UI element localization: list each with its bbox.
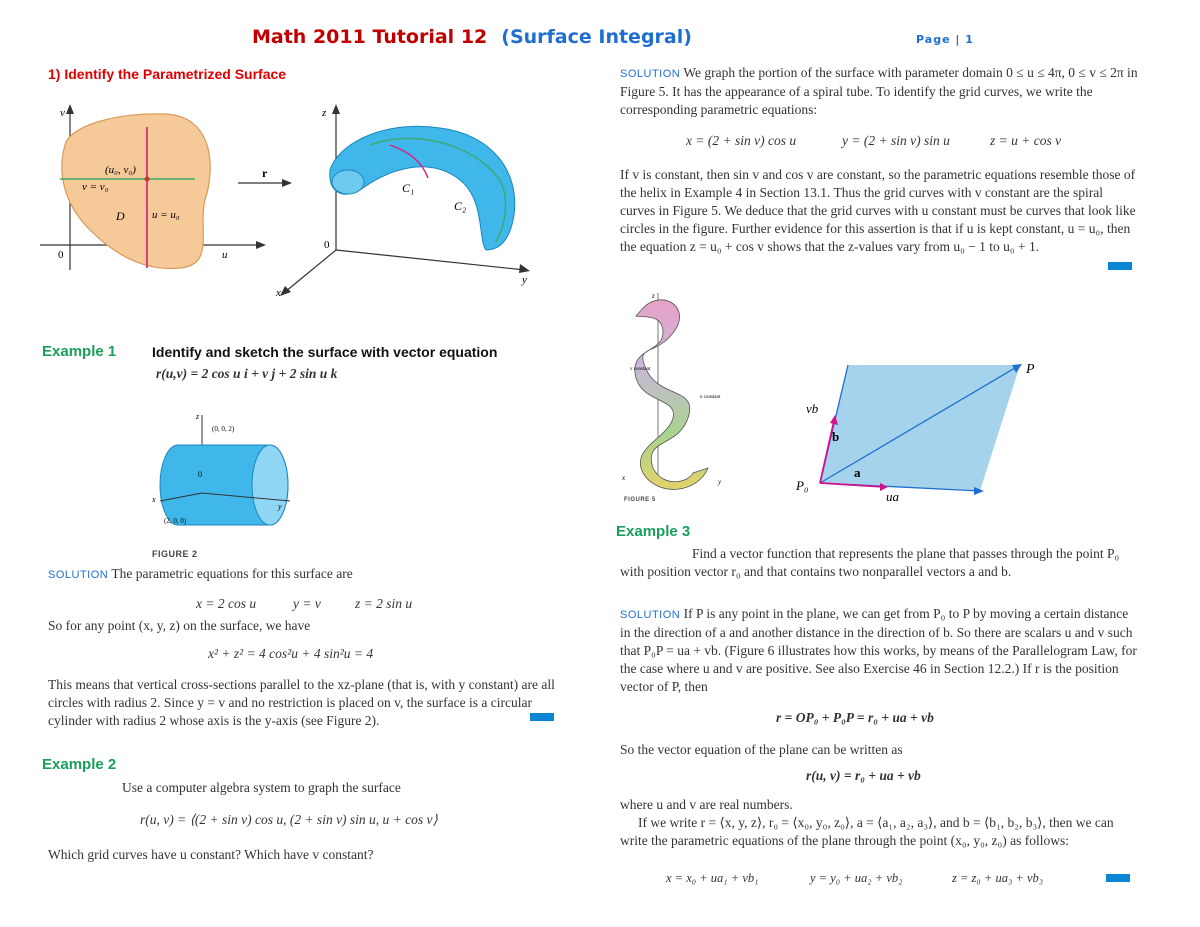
- spiral-tube-figure: [618, 288, 738, 508]
- solution-label: SOLUTION: [48, 569, 109, 581]
- cyl-z-label: z: [196, 412, 200, 421]
- c1-label: C₁: [402, 181, 415, 195]
- solution3-para1: If P is any point in the plane, we can get from P₀ to P by moving a certain distance in the direction of a and another distance in the direction of b. So there are scalars u and v such that P₀P = ua + vb. (Figure 6 illustrates how this works, by means of the Parallelogram Law, for the case where u and v are positive. See also Exercise 46 in Section 12.2.) If r is the position vector of P, then: [620, 606, 1137, 694]
- label-b: b: [832, 429, 840, 444]
- u-constant-label: u constant: [700, 395, 721, 400]
- u-axis-arrow: [256, 241, 266, 249]
- example2-prompt: Use a computer algebra system to graph the surface: [122, 780, 401, 795]
- sol2-eq-z: z = u + cos v: [990, 133, 1062, 148]
- end-mark: [1108, 262, 1132, 270]
- point-label: (u₀, v₀): [105, 164, 136, 176]
- parallelogram-figure: [790, 355, 1050, 505]
- parametrization-figure: [30, 100, 570, 310]
- solution-text: The parametric equations for this surface are: [111, 566, 353, 581]
- z-axis-label: z: [322, 107, 327, 119]
- solution2-text1: [620, 64, 1140, 119]
- x-axis-arrow: [280, 286, 291, 296]
- label-vb: vb: [806, 401, 819, 416]
- example1-equation: r(u,v) = 2 cos u i + v j + 2 sin u k: [156, 366, 338, 381]
- example3-text4: If we write r = ⟨x, y, z⟩, r₀ = ⟨x₀, y₀, z₀⟩, a = ⟨a₁, a₂, a₃⟩, and b = ⟨b₁, b₂, b₃⟩, then we can write the parametric equations of the plane through the point (x₀, y₀, z₀) as follows:: [620, 815, 1114, 848]
- title-subtitle: (Surface Integral): [501, 26, 692, 48]
- param-eq-z: z = z₀ + ua₃ + vb₃: [952, 871, 1044, 885]
- mapping-arrow-head: [282, 179, 292, 187]
- label-P0: P₀: [796, 478, 809, 493]
- solution2-para1: We graph the portion of the surface with parameter domain 0 ≤ u ≤ 4π, 0 ≤ v ≤ 2π in Figure 5. It has the appearance of a spiral tube. To identify the grid curves, we write the corresponding parametric equations:: [620, 65, 1138, 117]
- u-axis-label: u: [222, 249, 228, 261]
- c2-label: C₂: [454, 199, 467, 213]
- v-axis-arrow: [66, 104, 74, 114]
- example3-text2: So the vector equation of the plane can be written as: [620, 742, 903, 757]
- tube-opening: [332, 170, 364, 194]
- x-axis-label: x: [276, 287, 281, 299]
- sol2-eq-y: y = (2 + sin v) sin u: [842, 133, 950, 148]
- u-line-label: u = u₀: [152, 209, 180, 221]
- v-constant-label: v constant: [630, 367, 651, 372]
- origin-label: 0: [58, 249, 64, 261]
- title-main: Math 2011 Tutorial 12: [252, 26, 488, 48]
- solution3-label: SOLUTION: [620, 609, 681, 621]
- label-a: a: [854, 465, 861, 480]
- end-mark: [1106, 874, 1130, 882]
- mapping-label: r: [262, 166, 268, 180]
- cylinder-figure: [140, 405, 320, 565]
- v-line-label: v = v₀: [82, 181, 109, 193]
- example3-text3: where u and v are real numbers.: [620, 797, 793, 812]
- page-title: [252, 26, 692, 48]
- y-axis-label: y: [522, 274, 527, 286]
- cyl-top-point: (0, 0, 2): [212, 425, 235, 433]
- cyl-x-label: x: [152, 495, 156, 504]
- example2-label: Example 2: [42, 756, 117, 773]
- figure2-caption: FIGURE 2: [152, 549, 198, 559]
- spiral-x-label: x: [622, 474, 626, 482]
- example2-equation: r(u, v) = ⟨(2 + sin v) cos u, (2 + sin v) sin u, u + cos v⟩: [140, 812, 438, 827]
- v-axis-label: v: [60, 107, 65, 119]
- example3-solution-text1: [620, 605, 1140, 696]
- example1-solution-intro: [48, 565, 568, 584]
- cyl-y-label: y: [278, 502, 282, 511]
- sol2-eq-x: x = (2 + sin v) cos u: [686, 133, 797, 148]
- param-y: y = v: [293, 596, 321, 611]
- plane-equation: r(u, v) = r₀ + ua + vb: [806, 768, 921, 783]
- solution2-text2: If v is constant, then sin v and cos v are constant, so the parametric equations resemble those of the helix in Example 4 in Section 13.1. Thus the grid curves with v constant are the spiral curves in Figure 5. We deduce that the grid curves with u constant must be curves that look like circles in the figure. Further evidence for this assertion is that if u is kept constant, u = u₀, then the equation z = u₀ + cos v shows that the z-values vary from u₀ − 1 to u₀ + 1.: [620, 167, 1136, 254]
- example1-text2: So for any point (x, y, z) on the surface, we have: [48, 618, 311, 633]
- cyl-bottom-point: (2, 0, 0): [164, 517, 187, 525]
- param-z: z = 2 sin u: [355, 596, 413, 611]
- example2-question: Which grid curves have u constant? Which have v constant?: [48, 847, 374, 862]
- cyl-origin-label: 0: [198, 470, 202, 479]
- plane-parallelogram: [820, 365, 1020, 491]
- param-eq-x: x = x₀ + ua₁ + vb₁: [666, 871, 759, 885]
- position-vector-equation: r = OP₀ + P₀P = r₀ + ua + vb: [776, 710, 934, 725]
- spiral-y-label: y: [718, 478, 722, 486]
- origin3d-label: 0: [324, 239, 330, 251]
- spiral-z-label: z: [652, 292, 655, 300]
- param-x: x = 2 cos u: [196, 596, 257, 611]
- cylinder-end: [252, 445, 288, 525]
- y-axis: [336, 250, 525, 270]
- page-number: Page | 1: [916, 33, 974, 46]
- solution2-label: SOLUTION: [620, 68, 681, 80]
- point-marker: [145, 177, 150, 182]
- region-label: D: [116, 209, 125, 223]
- example3-label: Example 3: [616, 523, 691, 540]
- param-eq-y: y = y₀ + ua₂ + vb₂: [810, 871, 903, 885]
- spiral-tube: [635, 300, 708, 490]
- example1-prompt: Identify and sketch the surface with vector equation: [152, 344, 498, 360]
- example1-label: Example 1: [42, 343, 117, 360]
- identity-equation: x² + z² = 4 cos²u + 4 sin²u = 4: [208, 646, 374, 661]
- example1-text3: This means that vertical cross-sections parallel to the xz-plane (that is, with y constant) are all circles with radius 2. Since y = v and no restriction is placed on v, the surface is a circular cylinder with radius 2 whose axis is the y-axis (see Figure 2).: [48, 677, 555, 728]
- z-axis-arrow: [332, 104, 340, 114]
- example3-prompt: Find a vector function that represents the plane that passes through the point P₀ with position vector r₀ and that contains two nonparallel vectors a and b.: [620, 546, 1120, 579]
- y-axis-arrow: [519, 264, 530, 273]
- label-ua: ua: [886, 489, 899, 504]
- figure5-caption: FIGURE 5: [624, 497, 656, 503]
- section-heading: 1) Identify the Parametrized Surface: [48, 66, 287, 82]
- end-mark: [530, 713, 554, 721]
- x-axis: [285, 250, 336, 292]
- label-P: P: [1026, 362, 1035, 377]
